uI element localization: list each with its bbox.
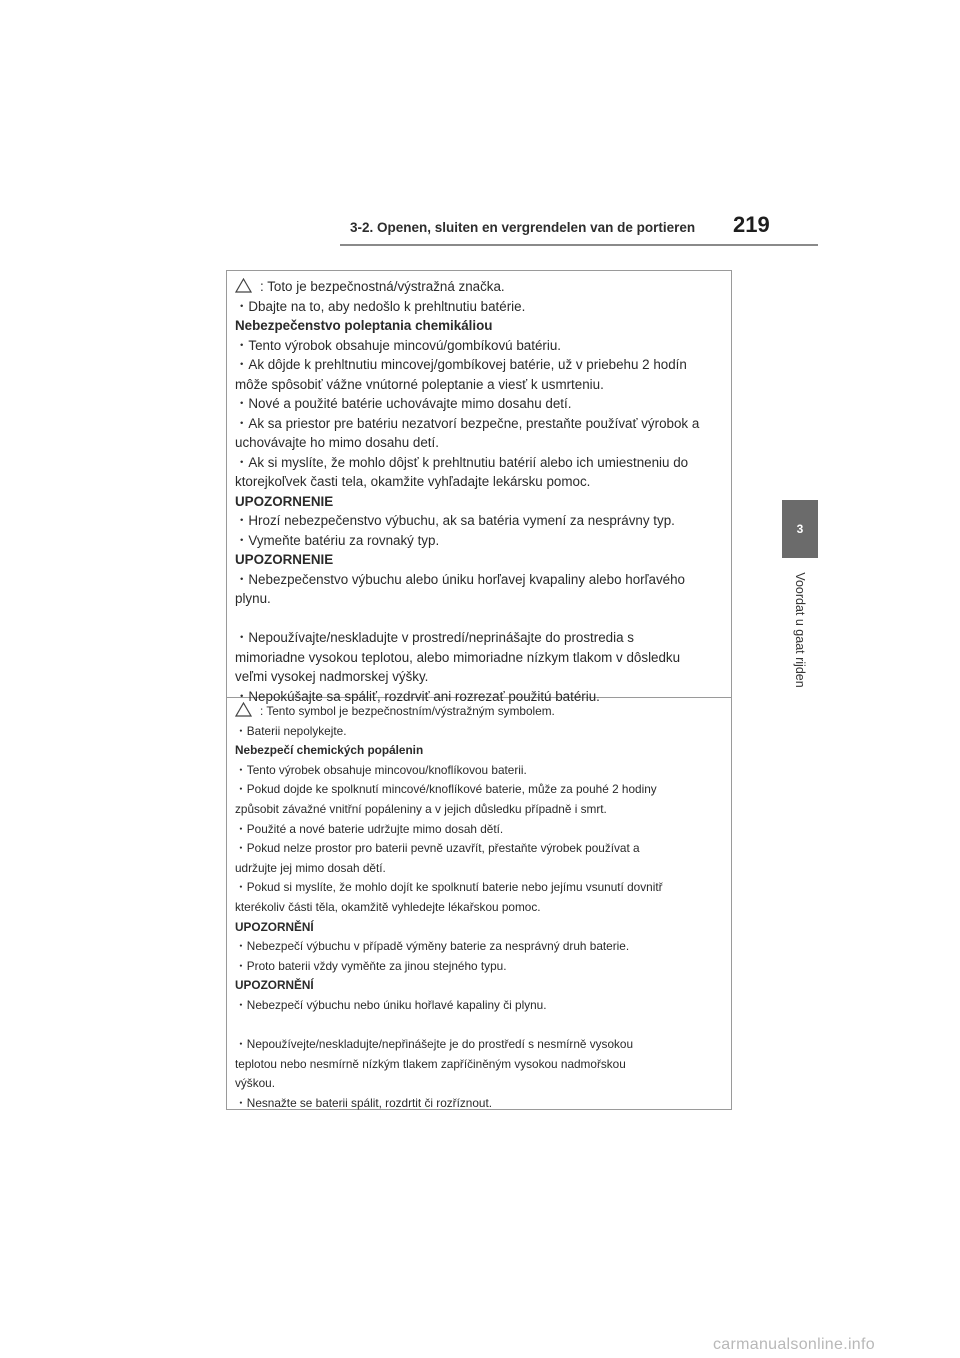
slovak-symbol-line: : Toto je bezpečnostná/výstražná značka. [235,277,727,297]
slovak-line: plynu. [235,591,271,606]
slovak-line: ・Vymeňte batériu za rovnaký typ. [235,532,440,548]
slovak-line: ・Dbajte na to, aby nedošlo k prehltnutiu batérie. [235,298,526,314]
slovak-line: mimoriadne vysokou teplotou, alebo mimoriadne nízkym tlakom v dôsledku [235,649,681,665]
czech-line: ・Nepoužívejte/neskladujte/nepřinášejte je do prostředí s nesmírně vysokou [235,1037,634,1052]
slovak-line: ・Tento výrobok obsahuje mincovú/gombíkovú batériu. [235,337,562,353]
czech-line: ・Nebezpečí výbuchu nebo úniku hořlavé kapaliny či plynu. [235,997,547,1012]
slovak-line: ・Hrozí nebezpečenstvo výbuchu, ak sa batéria vymení za nesprávny typ. [235,513,675,528]
czech-warning-box [226,698,732,1110]
czech-line: kterékoliv části těla, okamžitě vyhledejte lékařskou pomoc. [235,899,541,914]
slovak-heading: Nebezpečenstvo poleptania chemikáliou [235,318,493,333]
slovak-line: ・Ak si myslíte, že mohlo dôjsť k prehltnutiu batérií alebo ich umiestneniu do [235,454,689,470]
czech-line: způsobit závažné vnitřní popáleniny a v jejich důsledku případně i smrt. [235,801,607,816]
chapter-side-label: Voordat u gaat rijden [793,572,807,688]
slovak-line: veľmi vysokej nadmorskej výšky. [235,669,429,684]
czech-line: ・Tento výrobek obsahuje mincovou/knoflíkovou baterii. [235,762,527,777]
slovak-line: ・Nepoužívajte/neskladujte v prostredí/neprinášajte do prostredia s [235,630,634,645]
czech-line: ・Nebezpečí výbuchu v případě výměny baterie za nesprávný druh baterie. [235,939,630,954]
blank-line [235,1016,731,1036]
czech-symbol-line: : Tento symbol je bezpečnostním/výstražným symbolem. [235,702,727,722]
warning-triangle-icon [235,278,252,297]
slovak-line: ktorejkoľvek časti tela, okamžite vyhľadajte lekársku pomoc. [235,474,591,489]
czech-line: ・Baterii nepolykejte. [235,723,347,738]
slovak-line: ・Ak sa priestor pre batériu nezatvorí bezpečne, prestaňte používať výrobok a [235,415,700,431]
slovak-line: ・Nové a použité batérie uchovávajte mimo dosahu detí. [235,396,572,411]
slovak-line: uchovávajte ho mimo dosahu detí. [235,435,439,450]
czech-line: ・Pokud nelze prostor pro baterii pevně uzavřít, přestaňte výrobek používat a [235,841,640,856]
czech-line: udržujte jej mimo dosah dětí. [235,860,386,875]
slovak-line: ・Nepokúšajte sa spáliť, rozdrviť ani rozrezať použitú batériu. [235,688,600,704]
czech-heading: UPOZORNĚNÍ [235,978,314,993]
watermark: carmanualsonline.info [713,1336,875,1353]
header-rule [340,244,818,246]
page-number: 219 [733,212,770,237]
slovak-line: ・Ak dôjde k prehltnutiu mincovej/gombíkovej batérie, už v priebehu 2 hodín [235,357,687,372]
czech-line: ・Pokud dojde ke spolknutí mincové/knoflíkové baterie, může za pouhé 2 hodiny [235,782,657,797]
slovak-line: môže spôsobiť vážne vnútorné poleptanie a viesť k usmrteniu. [235,376,604,392]
section-title: 3-2. Openen, sluiten en vergrendelen van de portieren [350,220,696,235]
czech-heading: UPOZORNĚNÍ [235,919,314,934]
czech-line: teplotou nebo nesmírně nízkým tlakem zapříčiněným vysokou nadmořskou [235,1056,626,1071]
slovak-heading: UPOZORNENIE [235,493,334,509]
czech-line: ・Pokud si myslíte, že mohlo dojít ke spolknutí baterie nebo jejímu vsunutí dovnitř [235,880,663,895]
blank-line [235,609,731,629]
slovak-warning-box [226,270,732,704]
slovak-heading: UPOZORNENIE [235,552,334,567]
czech-line: ・Nesnažte se baterii spálit, rozdrtit či rozříznout. [235,1095,493,1110]
slovak-line: ・Nebezpečenstvo výbuchu alebo úniku horľavej kvapaliny alebo horľavého [235,571,685,587]
czech-heading: Nebezpečí chemických popálenin [235,743,424,758]
czech-line: výškou. [235,1076,275,1091]
warning-triangle-icon [235,702,252,722]
czech-line: ・Použité a nové baterie udržujte mimo dosah dětí. [235,821,504,836]
chapter-tab [782,500,818,558]
chapter-number: 3 [796,522,804,536]
czech-line: ・Proto baterii vždy vyměňte za jinou stejného typu. [235,958,507,973]
